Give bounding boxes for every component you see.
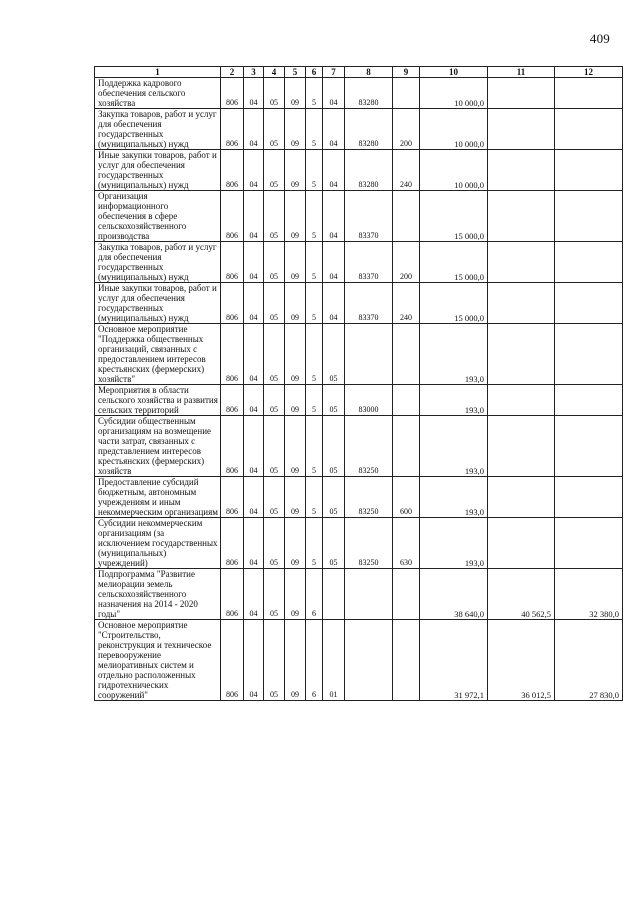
amount-col11-cell <box>488 477 555 518</box>
subprogram-code-cell: 5 <box>306 150 323 191</box>
amount-col12-cell <box>555 191 623 242</box>
activity-code-cell: 05 <box>323 324 345 385</box>
amount-col11-cell <box>488 78 555 109</box>
direction-code-cell: 83280 <box>345 150 393 191</box>
expense-type-code-cell <box>393 191 420 242</box>
expense-type-code-cell: 630 <box>393 518 420 569</box>
subsection-code-cell: 05 <box>264 283 285 324</box>
subsection-code-cell: 05 <box>264 150 285 191</box>
ministry-code-cell: 806 <box>221 242 244 283</box>
amount-col11-cell <box>488 518 555 569</box>
section-code-cell: 04 <box>244 569 264 620</box>
activity-code-cell: 05 <box>323 416 345 477</box>
amount-col12-cell <box>555 109 623 150</box>
amount-col12-cell <box>555 283 623 324</box>
expense-type-code-cell <box>393 416 420 477</box>
row-name-cell: Организация информационного обеспечения в сфере сельскохозяйственного производства <box>95 191 221 242</box>
ministry-code-cell: 806 <box>221 78 244 109</box>
amount-col11-cell <box>488 150 555 191</box>
direction-code-cell: 83000 <box>345 385 393 416</box>
expense-type-code-cell: 200 <box>393 109 420 150</box>
subsection-code-cell: 05 <box>264 109 285 150</box>
amount-col10-cell: 10 000,0 <box>420 150 488 191</box>
amount-col10-cell: 10 000,0 <box>420 109 488 150</box>
program-code-cell: 09 <box>285 620 306 701</box>
section-code-cell: 04 <box>244 620 264 701</box>
amount-col11-cell <box>488 242 555 283</box>
section-code-cell: 04 <box>244 385 264 416</box>
direction-code-cell: 83280 <box>345 78 393 109</box>
direction-code-cell: 83370 <box>345 283 393 324</box>
amount-col11-cell: 40 562,5 <box>488 569 555 620</box>
section-code-cell: 04 <box>244 242 264 283</box>
direction-code-cell: 83250 <box>345 416 393 477</box>
column-header: 7 <box>323 67 345 78</box>
amount-col10-cell: 38 640,0 <box>420 569 488 620</box>
direction-code-cell <box>345 324 393 385</box>
section-code-cell: 04 <box>244 109 264 150</box>
amount-col10-cell: 193,0 <box>420 518 488 569</box>
table-row <box>95 569 623 620</box>
budget-table <box>94 66 623 701</box>
row-name-cell: Закупка товаров, работ и услуг для обеспечения государственных (муниципальных) нужд <box>95 242 221 283</box>
program-code-cell: 09 <box>285 78 306 109</box>
amount-col10-cell: 15 000,0 <box>420 191 488 242</box>
section-code-cell: 04 <box>244 324 264 385</box>
subsection-code-cell: 05 <box>264 569 285 620</box>
table-row <box>95 416 623 477</box>
table-row <box>95 518 623 569</box>
column-header: 1 <box>95 67 221 78</box>
amount-col10-cell: 31 972,1 <box>420 620 488 701</box>
subsection-code-cell: 05 <box>264 191 285 242</box>
row-name-cell: Подпрограмма "Развитие мелиорации земель сельскохозяйственного назначения на 2014 - 2020 годы" <box>95 569 221 620</box>
table-row <box>95 385 623 416</box>
expense-type-code-cell: 600 <box>393 477 420 518</box>
table-row <box>95 150 623 191</box>
row-name-cell: Субсидии некоммерческим организациям (за исключением государственных (муниципальных) учреждений) <box>95 518 221 569</box>
activity-code-cell: 05 <box>323 477 345 518</box>
program-code-cell: 09 <box>285 385 306 416</box>
section-code-cell: 04 <box>244 283 264 324</box>
activity-code-cell: 04 <box>323 109 345 150</box>
subsection-code-cell: 05 <box>264 477 285 518</box>
amount-col12-cell <box>555 324 623 385</box>
section-code-cell: 04 <box>244 150 264 191</box>
ministry-code-cell: 806 <box>221 569 244 620</box>
row-name-cell: Основное мероприятие "Поддержка общественных организаций, связанных с предоставлением интересов крестьянских (фермерских) хозяйств" <box>95 324 221 385</box>
ministry-code-cell: 806 <box>221 283 244 324</box>
direction-code-cell <box>345 569 393 620</box>
program-code-cell: 09 <box>285 242 306 283</box>
column-header: 11 <box>488 67 555 78</box>
expense-type-code-cell <box>393 324 420 385</box>
ministry-code-cell: 806 <box>221 416 244 477</box>
program-code-cell: 09 <box>285 150 306 191</box>
direction-code-cell: 83250 <box>345 518 393 569</box>
amount-col10-cell: 193,0 <box>420 385 488 416</box>
expense-type-code-cell <box>393 620 420 701</box>
amount-col10-cell: 193,0 <box>420 416 488 477</box>
expense-type-code-cell: 200 <box>393 242 420 283</box>
amount-col11-cell <box>488 416 555 477</box>
row-name-cell: Иные закупки товаров, работ и услуг для обеспечения государственных (муниципальных) нужд <box>95 283 221 324</box>
activity-code-cell <box>323 569 345 620</box>
amount-col10-cell: 193,0 <box>420 477 488 518</box>
table-row <box>95 324 623 385</box>
table-row <box>95 620 623 701</box>
column-header: 4 <box>264 67 285 78</box>
expense-type-code-cell <box>393 385 420 416</box>
row-name-cell: Поддержка кадрового обеспечения сельского хозяйства <box>95 78 221 109</box>
direction-code-cell: 83370 <box>345 242 393 283</box>
column-header: 9 <box>393 67 420 78</box>
expense-type-code-cell: 240 <box>393 150 420 191</box>
direction-code-cell: 83280 <box>345 109 393 150</box>
activity-code-cell: 04 <box>323 150 345 191</box>
subprogram-code-cell: 5 <box>306 385 323 416</box>
amount-col11-cell: 36 012,5 <box>488 620 555 701</box>
program-code-cell: 09 <box>285 283 306 324</box>
ministry-code-cell: 806 <box>221 518 244 569</box>
subsection-code-cell: 05 <box>264 620 285 701</box>
activity-code-cell: 04 <box>323 242 345 283</box>
ministry-code-cell: 806 <box>221 477 244 518</box>
column-header: 2 <box>221 67 244 78</box>
direction-code-cell: 83370 <box>345 191 393 242</box>
expense-type-code-cell: 240 <box>393 283 420 324</box>
amount-col12-cell <box>555 416 623 477</box>
section-code-cell: 04 <box>244 518 264 569</box>
column-header: 8 <box>345 67 393 78</box>
amount-col10-cell: 10 000,0 <box>420 78 488 109</box>
amount-col12-cell <box>555 385 623 416</box>
subprogram-code-cell: 5 <box>306 518 323 569</box>
amount-col11-cell <box>488 109 555 150</box>
amount-col12-cell <box>555 518 623 569</box>
activity-code-cell: 04 <box>323 78 345 109</box>
subsection-code-cell: 05 <box>264 385 285 416</box>
amount-col12-cell: 27 830,0 <box>555 620 623 701</box>
ministry-code-cell: 806 <box>221 324 244 385</box>
ministry-code-cell: 806 <box>221 620 244 701</box>
subprogram-code-cell: 5 <box>306 283 323 324</box>
ministry-code-cell: 806 <box>221 385 244 416</box>
program-code-cell: 09 <box>285 477 306 518</box>
amount-col11-cell <box>488 283 555 324</box>
expense-type-code-cell <box>393 569 420 620</box>
column-header: 3 <box>244 67 264 78</box>
column-header: 5 <box>285 67 306 78</box>
amount-col12-cell: 32 380,0 <box>555 569 623 620</box>
subprogram-code-cell: 6 <box>306 620 323 701</box>
subsection-code-cell: 05 <box>264 324 285 385</box>
amount-col12-cell <box>555 477 623 518</box>
subprogram-code-cell: 5 <box>306 191 323 242</box>
row-name-cell: Субсидии общественным организациям на возмещение части затрат, связанных с представлением интересов крестьянских (фермерских) хозяйств <box>95 416 221 477</box>
activity-code-cell: 04 <box>323 191 345 242</box>
program-code-cell: 09 <box>285 324 306 385</box>
subsection-code-cell: 05 <box>264 78 285 109</box>
subprogram-code-cell: 5 <box>306 477 323 518</box>
amount-col11-cell <box>488 324 555 385</box>
activity-code-cell: 05 <box>323 385 345 416</box>
amount-col11-cell <box>488 385 555 416</box>
activity-code-cell: 05 <box>323 518 345 569</box>
amount-col11-cell <box>488 191 555 242</box>
direction-code-cell <box>345 620 393 701</box>
row-name-cell: Мероприятия в области сельского хозяйства и развития сельских территорий <box>95 385 221 416</box>
subprogram-code-cell: 5 <box>306 78 323 109</box>
program-code-cell: 09 <box>285 416 306 477</box>
section-code-cell: 04 <box>244 78 264 109</box>
ministry-code-cell: 806 <box>221 191 244 242</box>
subprogram-code-cell: 5 <box>306 324 323 385</box>
program-code-cell: 09 <box>285 569 306 620</box>
program-code-cell: 09 <box>285 191 306 242</box>
row-name-cell: Предоставление субсидий бюджетным, автономным учреждениям и иным некоммерческим организациям <box>95 477 221 518</box>
subprogram-code-cell: 5 <box>306 109 323 150</box>
amount-col10-cell: 193,0 <box>420 324 488 385</box>
column-header: 12 <box>555 67 623 78</box>
program-code-cell: 09 <box>285 109 306 150</box>
activity-code-cell: 04 <box>323 283 345 324</box>
subsection-code-cell: 05 <box>264 518 285 569</box>
amount-col12-cell <box>555 150 623 191</box>
section-code-cell: 04 <box>244 191 264 242</box>
program-code-cell: 09 <box>285 518 306 569</box>
table-row <box>95 109 623 150</box>
section-code-cell: 04 <box>244 477 264 518</box>
row-name-cell: Основное мероприятие "Строительство, реконструкция и техническое перевооружение мелиоративных систем и отдельно расположенных гидротехнических сооружений" <box>95 620 221 701</box>
table-row <box>95 242 623 283</box>
activity-code-cell: 01 <box>323 620 345 701</box>
subprogram-code-cell: 5 <box>306 416 323 477</box>
subsection-code-cell: 05 <box>264 242 285 283</box>
table-row <box>95 283 623 324</box>
column-header: 6 <box>306 67 323 78</box>
amount-col10-cell: 15 000,0 <box>420 242 488 283</box>
section-code-cell: 04 <box>244 416 264 477</box>
subprogram-code-cell: 6 <box>306 569 323 620</box>
subprogram-code-cell: 5 <box>306 242 323 283</box>
header-row <box>95 67 623 78</box>
ministry-code-cell: 806 <box>221 150 244 191</box>
table-row <box>95 191 623 242</box>
ministry-code-cell: 806 <box>221 109 244 150</box>
amount-col12-cell <box>555 242 623 283</box>
table-row <box>95 78 623 109</box>
row-name-cell: Иные закупки товаров, работ и услуг для обеспечения государственных (муниципальных) нужд <box>95 150 221 191</box>
amount-col10-cell: 15 000,0 <box>420 283 488 324</box>
table-row <box>95 477 623 518</box>
column-header: 10 <box>420 67 488 78</box>
row-name-cell: Закупка товаров, работ и услуг для обеспечения государственных (муниципальных) нужд <box>95 109 221 150</box>
page-number: 409 <box>589 31 610 46</box>
subsection-code-cell: 05 <box>264 416 285 477</box>
expense-type-code-cell <box>393 78 420 109</box>
amount-col12-cell <box>555 78 623 109</box>
direction-code-cell: 83250 <box>345 477 393 518</box>
